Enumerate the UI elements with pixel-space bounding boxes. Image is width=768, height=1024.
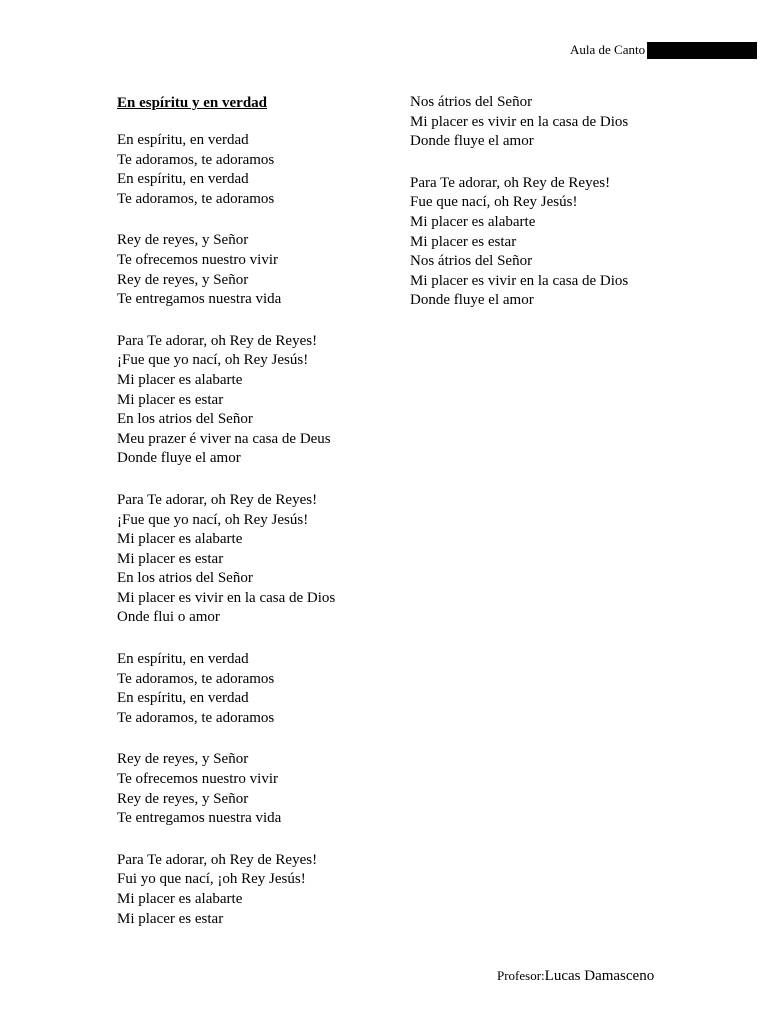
header-text: Aula de Canto [570,42,646,57]
lyrics-line: Mi placer es alabarte [117,371,243,388]
lyrics-line: Te adoramos, te adoramos [117,670,275,687]
lyrics-line: Donde fluye el amor [117,450,241,467]
lyrics-line: Para Te adorar, oh Rey de Reyes! [117,851,318,868]
lyrics-line: Mi placer es vivir en la casa de Dios [410,113,629,130]
teacher-name: Lucas Damasceno [544,968,655,984]
redaction-bar [647,42,757,59]
lyrics-line: Mi placer es estar [410,233,517,250]
lyrics-stanza [117,851,397,929]
lyrics-line: Te adoramos, te adoramos [117,151,275,168]
lyrics-line: Nos átrios del Señor [410,253,533,270]
lyrics-line: Te ofrecemos nuestro vivir [117,771,278,788]
lyrics-stanza [117,231,397,309]
lyrics-stanza [410,93,710,152]
lyrics-line: Mi placer es alabarte [410,213,536,230]
lyrics-line: En espíritu, en verdad [117,690,249,707]
lyrics-line: Fui yo que nací, ¡oh Rey Jesús! [117,871,306,888]
lyrics-line: Mi placer es alabarte [117,531,243,548]
lyrics-line: Para Te adorar, oh Rey de Reyes! [410,174,611,191]
lyrics-line: Onde flui o amor [117,609,220,626]
lyrics-line: En los atrios del Señor [117,411,253,428]
lyrics-right-column [410,93,710,333]
lyrics-line: Mi placer es alabarte [117,891,243,907]
lyrics-line: Donde fluye el amor [410,292,534,309]
song-title: En espíritu y en verdad [117,95,268,111]
lyrics-stanza [117,650,397,728]
lyrics-line: Te entregamos nuestra vida [117,291,282,308]
lyrics-line: Mi placer es vivir en la casa de Dios [410,272,629,289]
lyrics-line: Meu prazer é viver na casa de Deus [117,430,331,447]
lyrics-line: Rey de reyes, y Señor [117,790,249,807]
lyrics-line: Te adoramos, te adoramos [117,709,275,726]
page-footer [497,968,654,985]
lyrics-line: Mi placer es vivir en la casa de Dios [117,589,336,606]
lyrics-line: En espíritu, en verdad [117,171,249,188]
lyrics-line: ¡Fue que yo nací, oh Rey Jesús! [117,511,309,528]
lyrics-line: Rey de reyes, y Señor [117,271,249,288]
lyrics-stanza [117,332,397,469]
page-header [570,40,757,60]
lyrics-line: Fue que nací, oh Rey Jesús! [410,194,578,211]
lyrics-left-column [117,93,397,951]
lyrics-line: Rey de reyes, y Señor [117,232,249,249]
lyrics-stanza [117,131,397,209]
lyrics-line: Nos átrios del Señor [410,94,533,110]
lyrics-stanza [410,174,710,311]
lyrics-line: ¡Fue que yo nací, oh Rey Jesús! [117,352,309,369]
lyrics-line: En espíritu, en verdad [117,651,249,668]
lyrics-line: Para Te adorar, oh Rey de Reyes! [117,491,318,508]
lyrics-line: Mi placer es estar [117,391,224,408]
lyrics-line: Donde fluye el amor [410,133,534,150]
lyrics-line: Mi placer es estar [117,910,224,927]
lyrics-stanza [117,750,397,828]
lyrics-stanza [117,491,397,628]
lyrics-line: Te entregamos nuestra vida [117,810,282,827]
lyrics-line: Te adoramos, te adoramos [117,190,275,207]
lyrics-line: Te ofrecemos nuestro vivir [117,251,278,268]
lyrics-line: En espíritu, en verdad [117,132,249,148]
lyrics-line: Mi placer es estar [117,550,224,567]
lyrics-line: Para Te adorar, oh Rey de Reyes! [117,332,318,349]
lyrics-line: Rey de reyes, y Señor [117,751,249,768]
lyrics-line: En los atrios del Señor [117,570,253,587]
footer-label: Profesor: [497,968,545,983]
